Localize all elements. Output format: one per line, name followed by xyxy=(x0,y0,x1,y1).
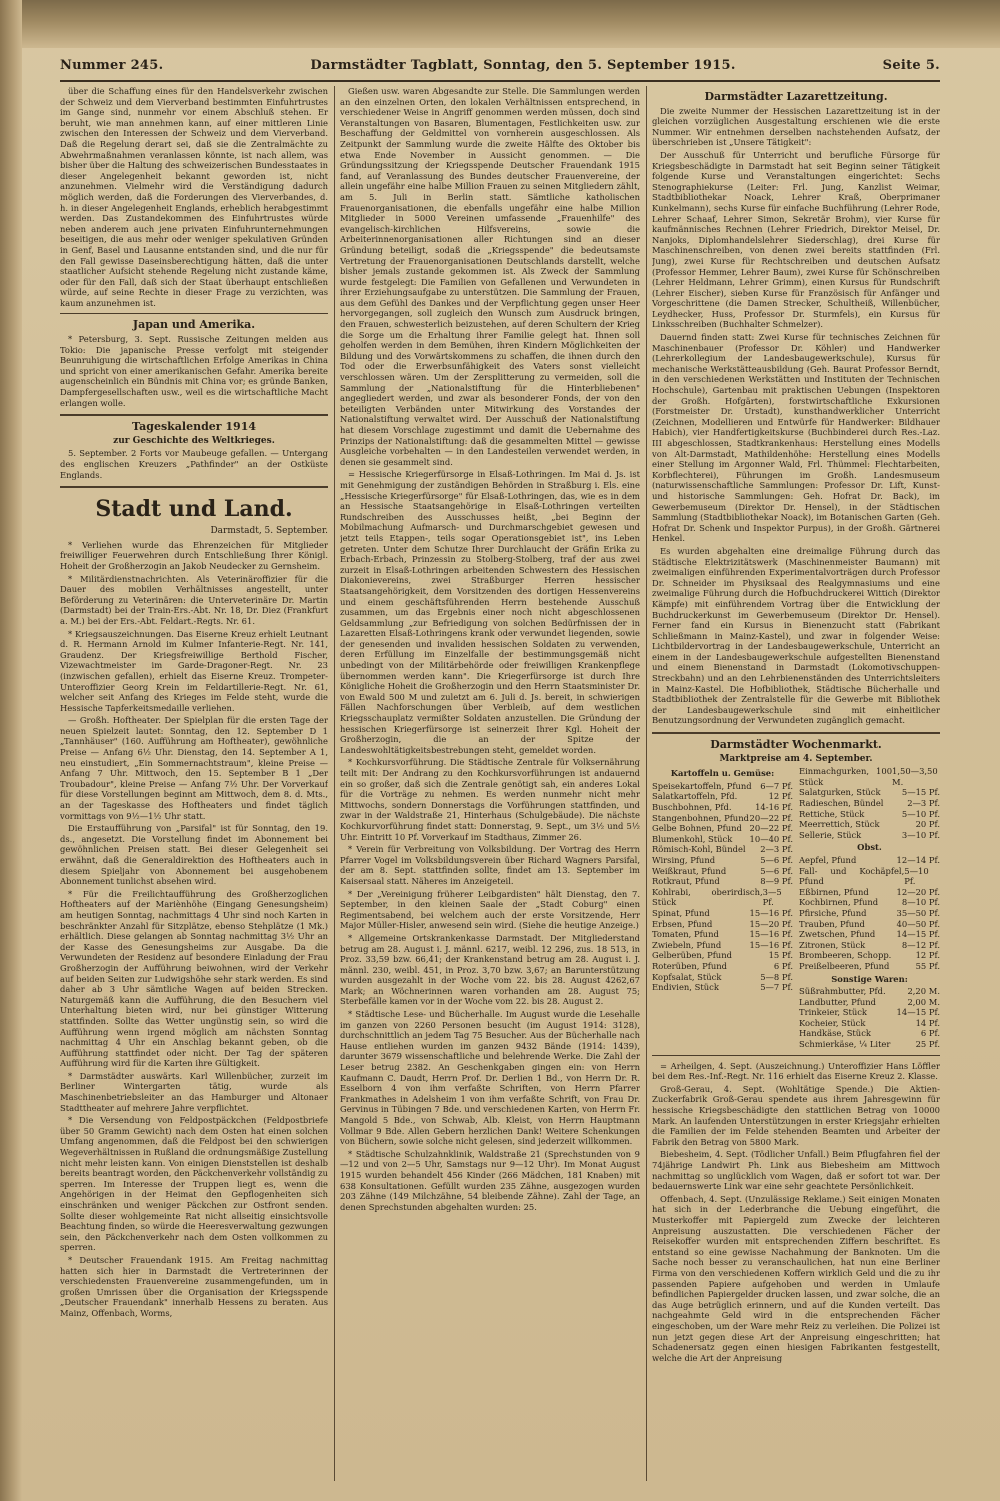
article-paragraph: Biebesheim, 4. Sept. (Tödlicher Unfall.) Beim Pflugfahren fiel der 74jährige Landwirt Ph. Link aus Biebesheim am Mittwoch nachmittag so unglücklich vom Wagen, daß er sofort tot war. Der bedauernswerte Link war eine sehr geachtete Persönlichkeit. xyxy=(652,1149,940,1192)
market-item: Endivien, Stück xyxy=(652,982,719,993)
market-row xyxy=(799,766,940,787)
article-paragraph: Der Ausschuß für Unterricht und berufliche Fürsorge für Kriegsbeschädigte in Darmstadt hat seit Beginn seiner Tätigkeit folgende Kurse und Veranstaltungen eingerichtet: Sechs Stenographiekurse (Leiter: Frl. Jung, Kanzlist Weimar, Stadtbibliothekar Noack, Lehrer Kraß, Oberprimaner Kunkelmann), sechs Kurse für einfache Buchführung (Lehrer Rode, Lehrer Schaaf, Lehrer Simon, Sekretär Brohm), vier Kurse für kaufmännisches Rechnen (Lehrer Friedrich, Direktor Meisel, Dr. Nanjoks, Diplomhandelslehrer Siederschlag), drei Kurse für Maschinenschreiben, von denen zwei bereits stattfinden (Frl. Jung), zwei Kurse für Rechtschreiben und deutschen Aufsatz (Professor Hemmer, Lehrer Baum), zwei Kurse für Schönschreiben (Lehrer Heldmann, Lehrer Grimm), einen Kursus für Rundschrift (Lehrer Eischer), sieben Kurse für Französisch für Anfänger und Vorgeschrittene (die Damen Strecker, Schultheiß, Willenbücher, Leydhecker, Huss, Professor Dr. Sturmfels), ein Kursus für Linksschreiben (Buchhalter Schmelzer). xyxy=(652,149,940,330)
market-row xyxy=(799,887,940,898)
market-row xyxy=(799,819,940,830)
column-1 xyxy=(60,86,328,1486)
page-header xyxy=(60,58,940,80)
article-paragraph: * Städtische Lese- und Bücherhalle. Im August wurde die Lesehalle im ganzen von 2260 Personen besucht (im August 1914: 3128), durchschnittlich an jedem Tag 75 Besucher. Aus der Bücherhalle nach Hause entliehen wurden im ganzen 9432 Bände (1914: 1439), darunter 3679 wissenschaftliche und belehrende Werke. Die Zahl der Leser betrug 2382. An Geschenkgaben gingen ein: von Herrn Kaufmann C. Daudt, Herrn Prof. Dr. Derlien 1 Bd., von Herrn Dr. R. Esselborn 4 von ihm verfaßte Schriften, von Herrn Pfarrer Frankmathes in Adelsheim 1 von ihm verfaßte Schrift, von Frau Dr. Gervinus in Tübingen 7 Bde. und verschiedenen Karten, von Herrn Fr. Mangold 5 Bde., von Schwab, Alb. Kleist, von Herrn Hauptmann Vollmar 9 Bde. Allen Gebern herzlichen Dank! Weitere Schenkungen von Büchern, sowie solche nicht gelesen, sind jederzeit willkommen. xyxy=(340,1009,640,1147)
market-item: Pfirsiche, Pfund xyxy=(799,907,867,918)
market-row xyxy=(652,855,793,866)
market-price: 5—10 Pf. xyxy=(904,865,929,887)
article-paragraph: * Städtische Schulzahnklinik, Waldstraße 21 (Sprechstunden von 9—12 und von 2—5 Uhr, Samstags nur 9—12 Uhr). Im Monat August 1915 wurden behandelt 456 Kinder (266 Mädchen, 181 Knaben) mit 638 Konsultationen. Gefüllt wurden 235 Zähne, ausgezogen wurden 203 Zähne (149 Milchzähne, 54 bleibende Zähne). Zahl der Tage, an denen Sprechstunden abgehalten wurden: 25. xyxy=(340,1148,640,1212)
article-paragraph: * Der „Vereinigung früherer Leibgardisten" hält Dienstag, den 7. September, in den kleinen Saale der „Stadt Coburg" einen Regimentsabend, bei welchem auch der erste Vorsitzende, Herr Major Müller-Hisler, anwesend sein wird. (Siehe die heutige Anzeige.) xyxy=(340,888,640,931)
market-item: Spinat, Pfund xyxy=(652,907,710,918)
market-price-table xyxy=(652,766,940,1049)
article-paragraph: * Darmstädter auswärts. Karl Willenbücher, zurzeit im Berliner Wintergarten tätig, wurde als Maschinenbetriebsleiter an das Hamburger und Altonaer Stadttheater auf mehrere Jahre verpflichtet. xyxy=(60,1070,328,1113)
page-top-edge xyxy=(0,0,1000,48)
market-price: 5—15 Pf. xyxy=(901,787,940,798)
section-heading: Darmstädter Wochenmarkt. xyxy=(710,738,882,752)
market-row xyxy=(652,866,793,877)
page-number: Seite 5. xyxy=(882,58,940,73)
market-item: Gelbe Bohnen, Pfund xyxy=(652,823,742,834)
article-paragraph: * Verliehen wurde das Ehrenzeichen für Mitglieder freiwilliger Feuerwehren durch Entschließung Ihrer Königl. Hoheit der Großherzogin an Jakob Neudecker zu Gernsheim. xyxy=(60,539,328,571)
market-item: Kohlrabi, oberirdisch, Stück xyxy=(652,886,763,908)
market-price: 2—3 Pf. xyxy=(907,798,940,808)
market-price: 15—16 Pf. xyxy=(749,929,793,940)
market-column-left xyxy=(652,766,793,1049)
article-paragraph: * Für die Freilichtaufführung des Großherzoglichen Hoftheaters auf der Mariènhöhe (Eingang Genesungsheim) am heutigen Sonntag, nachmittags 4 Uhr sind noch Karten in beschränkter Anzahl für Sitzplätze, ebenso Stehplätze (1 Mk.) erhältlich. Diese gelangen ab Sonntag nachmittag 3½ Uhr an der Kasse des Genesungsheims zur Ausgabe. Da die Verwundeten der Residenz auf besondere Einladung der Frau Großherzogin der Aufführung beiwohnen, wird der Verkehr auf beiden Seiten zur Ludwigshöhe sehr stark werden. Es sind daher ab 3 Uhr sämtliche Wagen auf beiden Strecken. Naturgemäß kann die Aufführung, die den Besuchern viel Unterhaltung bieten wird, nur bei günstiger Witterung stattfinden. Sollte das Wetter ungünstig sein, so wird die Aufführung wenn irgend möglich am nächsten Sonntag nachmittag 4 Uhr ein Anschlag bekannt geben, ob die Aufführung stattfindet oder nicht. Der Tag der späteren Aufführung wird für die Karten ihre Gültigkeit. xyxy=(60,888,328,1069)
market-row xyxy=(799,929,940,940)
dateline: Darmstadt, 5. September. xyxy=(210,526,328,537)
article-paragraph: über die Schaffung eines für den Handelsverkehr zwischen der Schweiz und dem Vierverband bestimmten Einfuhrtrustes im Gange sind, nunmehr vor einem Abschluß stehen. Er beruht, wie man annehmen kann, auf einer mittleren Linie zwischen den Interessen der Schweiz und dem Vierverband. Daß die Regelung derart sei, daß sie die Zentralmächte zu Abwehrmaßnahmen veranlassen könnte, ist nach allem, was bisher über die Haltung des schweizerischen Bundesstaates in dieser Angelegenheit bekannt geworden ist, nicht anzunehmen. Vielmehr wird die Verständigung dadurch möglich werden, daß die Forderungen des Vierverbandes, d. h. in dieser Angelegenheit Englands, erheblich herabgestimmt werden. Das Zustandekommen des Einfuhrtrustes würde neben anderem auch jene privaten Einfuhrunternehmungen beseitigen, die aus mehr oder weniger spekulativen Gründen in Genf, Basel und Lausanne entstanden sind, und die nur für den Fall gewisse Daseinsberechtigung hätten, daß die unter staatlicher Aufsicht stehende Regelung nicht zustande käme, oder für den Fall, daß sich der Staat überhaupt entschließen würde, auf seine Rechte in dieser Frage zu verzichten, was kaum anzunehmen ist. xyxy=(60,86,328,308)
divider xyxy=(60,313,328,314)
article-paragraph: Gießen usw. waren Abgesandte zur Stelle. Die Sammlungen werden an den einzelnen Orten, den lokalen Verhältnissen entsprechend, in verschiedener Weise in Angriff genommen werden müssen, doch sind Veranstaltungen von Basaren, Blumentagen, Festlichkeiten usw. zur Beschaffung der Geldmittel von vornherein ausgeschlossen. Als Zeitpunkt der Sammlung wurde die zweite Hälfte des Oktober bis etwa Ende November in Aussicht genommen. — Die Gründungssitzung der Kriegsspende Deutscher Frauendank 1915 fand, auf Veranlassung des Bundes deutscher Frauenvereine, der allein ungefähr eine halbe Million Frauen zu seinen Mitgliedern zählt, am 5. Juli in Berlin statt. Sämtliche katholischen Frauenorganisationen, die ebenfalls ungefähr eine halbe Million Mitglieder in 5000 Vereinen umfassende „Frauenhilfe" des evangelisch-kirchlichen Hilfsvereins, sowie die Arbeiterinnenorganisationen aller Richtungen sind an dieser Gründung beteiligt, sodaß die „Kriegsspende" die bedeutsamste Vertretung der Frauenorganisationen Deutschlands darstellt, welche bisher jemals zustande gekommen ist. Als Zweck der Sammlung wurde festgelegt: Die Familien von Gefallenen und Verwundeten in ihrer Erziehungsaufgabe zu unterstützen. Die Sammlung der Frauen, aus dem Gefühl des Dankes und der Verpflichtung gegen unser Heer hervorgegangen, soll zugleich den Wunsch zum Ausdruck bringen, den Frauen, schwesterlich beizustehen, auf deren Schultern der Krieg die Sorge um die Erhaltung ihrer Familie gelegt hat. Ihnen soll geholfen werden in dem Bemühen, ihren Kindern Möglichkeiten der Bildung und des Vorwärtskommens zu schaffen, die ihnen durch den Tod oder die Erwerbsunfähigkeit des Vaters sonst vielleicht verschlossen wären. Um der Zersplitterung zu vermeiden, soll die Sammlung der „Nationalstiftung für die Hinterbliebenen" angegliedert werden, und zwar als besonderer Fonds, der von den beteiligten Verbänden unter Mitwirkung des Vorstandes der Nationalstiftung verwaltet wird. Der Ausschuß der Nationalstiftung hat diesem Vorschlage zugestimmt und damit die Uebernahme des Prinzips der Nationalstiftung: daß die gesammelten Mittel — gewisse Ausgleiche vorbehalten — in den Landesteilen verwendet werden, in denen sie gesammelt sind. xyxy=(340,86,640,467)
market-item: Brombeeren, Schopp. xyxy=(799,950,892,961)
market-row xyxy=(799,798,940,809)
article-paragraph: Offenbach, 4. Sept. (Unzulässige Reklame.) Seit einigen Monaten hat sich in der Lederbranche die Uebung eingeführt, die Musterkoffer mit Papiergeld zum Zwecke der leichteren Anpreisung auszustatten. Die verschiedenen Fächer der Reisekoffer wurden mit entsprechenden Ziffern beschriftet. Es entstand so eine gewisse Nachahmung der Banknoten. Um die Sache noch besser zu veranschaulichen, hat nun eine Berliner Firma von den verschiedenen Koffern wirklich Geld und die zu ihr passenden Papiere aufgehoben und werden in Umlaufe befindlichen Papiergelder drucken lassen, und zwar solche, die an das Auge betrüglich erinnern, und auf die Kunden verteilt. Das nachgeahmte Geld wird in die entsprechenden Fächer eingeschoben, um der Ware mehr Reiz zu verleihen. Die Polizei ist nun jetzt gegen diese Art der Anpreisung eingeschritten; hat Schadenersatz gegen einen hiesigen Fabrikanten festgestellt, welche die Art der Anpreisung xyxy=(652,1193,940,1363)
market-row xyxy=(652,823,793,834)
market-row xyxy=(799,997,940,1008)
article-paragraph: Die Erstaufführung von „Parsifal" ist für Sonntag, den 19. ds., angesetzt. Die Vorstellung findet im Abonnement bei gewöhnlichen Preisen statt. Bei dieser Gelegenheit sei erwähnt, daß die Generaldirektion des Hoftheaters auch in diesem Spieljahr von Abonnement bei ausgehobenem Abonnement tunlichst absehen wird. xyxy=(60,823,328,887)
market-item: Salatkartoffeln, Pfd. xyxy=(652,791,738,802)
market-list xyxy=(799,855,940,972)
market-row xyxy=(652,791,793,802)
market-price: 5—6 Pf. xyxy=(760,865,793,876)
market-item: Buschbohnen, Pfd. xyxy=(652,802,732,812)
market-row xyxy=(652,972,793,983)
column-3 xyxy=(652,86,940,1486)
market-row xyxy=(799,866,940,887)
market-row xyxy=(799,830,940,841)
column-rule xyxy=(646,86,647,1481)
market-price: 12—14 Pf. xyxy=(896,854,940,865)
market-column-right xyxy=(799,766,940,1049)
market-item: Sellerie, Stück xyxy=(799,829,862,840)
market-item: Stangenbohnen, Pfund xyxy=(652,812,749,823)
market-item: Preißelbeeren, Pfund xyxy=(799,960,890,971)
market-item: Trinkeier, Stück xyxy=(799,1007,867,1018)
market-row xyxy=(799,1039,940,1050)
market-item: Blumenkohl, Stück xyxy=(652,833,733,844)
masthead-line: Darmstädter Tagblatt, Sonntag, den 5. September 1915. xyxy=(310,58,736,73)
market-row xyxy=(652,940,793,951)
market-row xyxy=(652,844,793,855)
market-item: Kocheier, Stück xyxy=(799,1017,866,1028)
market-row xyxy=(799,961,940,972)
market-list xyxy=(652,781,793,993)
column-rule xyxy=(334,86,335,1481)
market-row xyxy=(799,1018,940,1029)
market-item: Radieschen, Bündel xyxy=(799,798,884,808)
market-price: 1,50—3,50 M. xyxy=(892,766,938,787)
market-item: Aepfel, Pfund xyxy=(799,854,857,865)
article-paragraph: * Militärdienstnachrichten. Als Veterinäroffizier für die Dauer des mobilen Verhältnisses angestellt, unter Beförderung zu Veterinären: die Unterveterinäre Dr. Martin (Darmstadt) bei der Train-Ers.-Abt. Nr. 18, Dr. Diez (Frankfurt a. M.) bei der Ers.-Abt. Feldart.-Regts. Nr. 61. xyxy=(60,573,328,626)
market-row xyxy=(652,982,793,993)
article-paragraph: * Petersburg, 3. Sept. Russische Zeitungen melden aus Tokio: Die japanische Presse verfolgt mit steigender Beunruhigung die wirtschaftlichen Erfolge Amerikas in China und spricht von einer amerikanischen Gefahr. Amerika bereite augenscheinlich ein Bündnis mit China vor; es gründe Banken, Dampfergesellschaften usw., weil es die wirtschaftliche Macht erlangen wolle. xyxy=(60,334,328,408)
market-item: Wirsing, Pfund xyxy=(652,854,716,865)
market-price: 14 Pf. xyxy=(915,1017,940,1028)
market-row xyxy=(652,950,793,961)
market-row xyxy=(652,813,793,824)
market-price: 2,20 M. xyxy=(907,986,940,997)
market-price: 12 Pf. xyxy=(915,950,940,961)
market-price: 15—20 Pf. xyxy=(749,918,793,929)
market-item: Zwiebeln, Pfund xyxy=(652,939,722,950)
market-item: Schmierkäse, ¼ Liter xyxy=(799,1039,891,1050)
article-paragraph: Die zweite Nummer der Hessischen Lazarettzeitung ist in der gleichen vorzüglichen Ausgestaltung erschienen wie die erste Nummer. Wir entnehmen derselben nachstehenden Aufsatz, der überschrieben ist „Unsere Tätigkeit": xyxy=(652,105,940,148)
article-paragraph: = Arheilgen, 4. Sept. (Auszeichnung.) Unteroffizier Hans Löffler bei dem Res.-Inf.-Regt. Nr. 116 erhielt das Eiserne Kreuz 2. Klasse. xyxy=(652,1060,940,1082)
market-group-heading: Kartoffeln u. Gemüse: xyxy=(670,768,775,779)
divider xyxy=(652,1055,940,1056)
section-subheading: Marktpreise am 4. September. xyxy=(719,753,873,764)
market-price: 8—12 Pf. xyxy=(901,939,940,950)
market-price: 25 Pf. xyxy=(915,1039,940,1050)
market-price: 6—7 Pf. xyxy=(760,780,793,791)
market-row xyxy=(652,781,793,792)
article-paragraph: * Kriegsauszeichnungen. Das Eiserne Kreuz erhielt Leutnant d. R. Hermann Arnold im Kulmer Infanterie-Regt. Nr. 141, Graudenz. Der Kriegsfreiwillige Berthold Fischer, Vizewachtmeister im Garde-Dragoner-Regt. Nr. 23 (inzwischen gefallen), erhielt das Eiserne Kreuz. Trompeter-Unteroffizier Georg Krein im Feldartillerie-Regt. Nr. 61, welcher seit Anfang des Krieges im Felde steht, wurde die Hessische Tapferkeitsmedaille verliehen. xyxy=(60,628,328,713)
article-paragraph: * Deutscher Frauendank 1915. Am Freitag nachmittag hatten sich hier in Darmstadt die Vertreterinnen der verschiedensten Frauenvereine zusammengefunden, um in großen Umrissen über die Organisation der Kriegsspende „Deutscher Frauendank" innerhalb Hessens zu beraten. Aus Mainz, Offenbach, Worms, xyxy=(60,1254,328,1318)
article-paragraph: * Die Versendung von Feldpostpäckchen (Feldpostbriefe über 50 Gramm Gewicht) nach dem Osten hat einen solchen Umfang angenommen, daß die Feldpost bei den schwierigen Wegeverhältnissen in Rußland die ordnungsmäßige Zustellung nicht mehr leisten kann. Von einigen Dienststellen ist deshalb bereits beantragt worden, den Päckchenverkehr vollständig zu sperren. Im Interesse der Truppen liegt es, wenn die Angehörigen in der Heimat den Gepflogenheiten sich einschränken und weniger Päckchen zur Ostfront senden. Sollte dieser wohlgemeinte Rat nicht allseitig einsichtsvolle Beachtung finden, so würde die Heeresverwaltung gezwungen sein, den Päckchenverkehr nach dem Osten vollkommen zu sperren. xyxy=(60,1115,328,1253)
market-item: Trauben, Pfund xyxy=(799,918,865,929)
market-list xyxy=(799,766,940,840)
market-item: Rettiche, Stück xyxy=(799,808,865,819)
market-row xyxy=(652,961,793,972)
divider xyxy=(60,486,328,488)
market-group-heading: Sonstige Waren: xyxy=(831,973,908,984)
section-heading: Japan und Amerika. xyxy=(132,318,256,332)
market-price: 6 Pf. xyxy=(773,960,793,971)
article-paragraph: — Großh. Hoftheater. Der Spielplan für die ersten Tage der neuen Spielzeit lautet: Sonntag, den 12. September D 1 „Tannhäuser" (160. Aufführung am Hoftheater), gewöhnliche Preise — Anfang 6½ Uhr. Dienstag, den 14. September A 1, neu einstudiert, „Ein Sommernachtstraum", kleine Preise — Anfang 7 Uhr. Mittwoch, den 15. September B 1 „Der Troubadour", kleine Preise — Anfang 7½ Uhr. Der Vorverkauf für diese Vorstellungen beginnt am Mittwoch, dem 8. d. Mts., an der Tageskasse des Hoftheaters und findet täglich vormittags von 9½—1½ Uhr statt. xyxy=(60,715,328,821)
market-row xyxy=(799,940,940,951)
market-row xyxy=(799,1028,940,1039)
market-row xyxy=(799,986,940,997)
market-item: Handkäse, Stück xyxy=(799,1028,871,1039)
market-price: 5—6 Pf. xyxy=(760,854,793,865)
market-group-heading: Obst. xyxy=(857,842,882,853)
market-row xyxy=(652,908,793,919)
market-item: Eßbirnen, Pfund xyxy=(799,886,869,897)
market-row xyxy=(799,908,940,919)
market-price: 20 Pf. xyxy=(915,819,940,830)
market-price: 20—22 Pf. xyxy=(749,823,793,834)
market-row xyxy=(799,897,940,908)
market-row xyxy=(799,1007,940,1018)
article-paragraph: * Kochkursvorführung. Die Städtische Zentrale für Volksernährung teilt mit: Der Andrang zu den Kochkursvorführungen ist andauernd ein so großer, daß sich die Zentrale genötigt sah, ein anderes Lokal für die Vorträge zu nehmen. Es werden nunmehr nicht mehr Mittwochs, sondern Donnerstags die Vorführungen stattfinden, und zwar in der Waldstraße 21, Hinterhaus (Schulgebäude). Die nächste Kochkurvorführung findet statt: Donnerstag, 9. Sept., um 3½ und 5½ Uhr. Eintritt 10 Pf. Vorverkauf im Stadthaus, Zimmer 26. xyxy=(340,757,640,842)
market-item: Meerrettich, Stück xyxy=(799,819,880,830)
market-item: Landbutter, Pfund xyxy=(799,996,877,1007)
market-row xyxy=(652,834,793,845)
market-price: 15—16 Pf. xyxy=(749,939,793,950)
article-paragraph: = Hessische Kriegerfürsorge in Elsaß-Lothringen. Im Mai d. Js. ist mit Genehmigung der zuständigen Behörden in Straßburg i. Els. eine „Hessische Kriegerfürsorge" für Elsaß-Lothringen, das, wie es in dem an Hessische Staatsangehörige in Elsaß-Lothringen verteilten Rundschreiben des Ausschusses heißt, „bei Beginn der Mobilmachung Aufmarsch- und Durchmarschgebiet gewesen und jetzt teils Etappen-, teils sogar Operationsgebiet ist", ins Leben getreten. Unter dem Schutze Ihrer Durchlaucht der Gräfin Erika zu Erbach-Erbach, Prinzessin zu Stolberg-Stolberg, traf der aus zwei zurzeit in Elsaß-Lothringen arbeitenden Schwestern des Hessischen Diakonievereins, zwei Straßburger Herren hessischer Staatsangehörigkeit, dem Vorsitzenden des dortigen Hessenvereins und einem geschäftsführenden Herrn bestehende Ausschuß zusammen, um das Ergebnis einer noch nicht abgeschlossenen Geldsammlung „zur Befriedigung von solchen Bedürfnissen der in Lazaretten Elsaß-Lothringens krank oder verwundet liegenden, sowie der genesenden und invaliden hessischen Soldaten zu verwenden, deren Erfüllung im Einzelfalle der bestimmungsgemäß nicht unbedingt von der Militärbehörde oder freiwilligen Krankenpflege übernommen werden kann". Die Kriegerfürsorge ist durch Ihre Königliche Hoheit die Großherzogin und den Herrn Staatsminister Dr. von Ewald 500 M und zuletzt am 6. Juli d. Js. bereit, in schwierigen Fällen Nachforschungen über Verbleib, auf dem westlichen Kriegsschauplatz vermißter Soldaten anzustellen. Die Gründung der hessischen Kriegerfürsorge ist seinerzeit Ihrer Kgl. Hoheit der Großherzogin, die an der Spitze der Landeswohltätigkeitsbestrebungen steht, gemeldet worden. xyxy=(340,469,640,755)
header-rule xyxy=(60,80,940,82)
section-subheading: zur Geschichte des Weltkrieges. xyxy=(113,435,275,446)
market-item: Kopfsalat, Stück xyxy=(652,971,722,982)
market-price: 14-16 Pf. xyxy=(755,802,793,812)
market-item: Süßrahmbutter, Pfd. xyxy=(799,986,886,997)
market-price: 2,00 M. xyxy=(907,996,940,1007)
market-row xyxy=(652,876,793,887)
market-row xyxy=(799,787,940,798)
market-item: Einmachgurken, 100 Stück xyxy=(799,766,893,787)
market-price: 15 Pf. xyxy=(768,950,793,961)
market-item: Speisekartoffeln, Pfund xyxy=(652,780,752,791)
market-item: Römisch-Kohl, Bündel xyxy=(652,844,746,855)
market-item: Kochbirnen, Pfund xyxy=(799,897,879,908)
market-row xyxy=(652,929,793,940)
article-paragraph: * Verein für Verbreitung von Volksbildung. Der Vortrag des Herrn Pfarrer Vogel im Volksbildungsverein über Richard Wagners Parsifal, der am 8. Sept. stattfinden sollte, findet am 13. September im Kaisersaal statt. Näheres im Anzeigeteil. xyxy=(340,844,640,886)
market-price: 20—22 Pf. xyxy=(749,812,793,823)
market-item: Salatgurken, Stück xyxy=(799,787,881,798)
market-price: 15—16 Pf. xyxy=(749,907,793,918)
market-item: Weißkraut, Pfund xyxy=(652,865,727,876)
market-price: 5—10 Pf. xyxy=(901,808,940,819)
section-heading: Tageskalender 1914 xyxy=(132,420,256,434)
market-price: 6 Pf. xyxy=(920,1028,940,1039)
article-paragraph: Es wurden abgehalten eine dreimalige Führung durch das Städtische Elektrizitätswerk (Maschinenmeister Baumann) mit zweimaligen einführenden Experimentalvorträgen durch Professor Dr. Schneider im Physiksaal des Realgymnasiums und eine zweimalige Führung durch die Hofbuchdruckerei Wittich (Direktor Kämpfe) mit einführendem Vortrag über die Entwicklung der Buchdruckerkunst im Gewerbemuseum (Direktor Dr. Hensel). Ferner fand ein Kursus in Bienenzucht statt (Fabrikant Schließmann in Mainz-Kastel), und zwar in folgender Weise: Lichtbildervortrag in der Landesbaugewerkschule, Unterricht an einem in der Landesbaugewerkschule aufgestellten Bienenstand und einem Bienenstand in Darmstadt (Lokomotivschuppen-Streckbahn) und an den Lehrbienenständen des Unterrichtsleiters in Mainz-Kastel. Die Hofbibliothek, Städtische Bücherhalle und Stadtbibliothek der Zentralstelle für die Gewerbe mit Bibliothek der Landesbaugewerkschule sind mit einheitlicher Benutzungsordnung der Verwundeten zugänglich gemacht. xyxy=(652,545,940,726)
market-row xyxy=(652,887,793,908)
market-price: 55 Pf. xyxy=(915,960,940,971)
market-price: 40—50 Pf. xyxy=(896,918,940,929)
section-title: Stadt und Land. xyxy=(95,496,293,523)
divider xyxy=(60,414,328,416)
market-price: 14—15 Pf. xyxy=(896,1007,940,1018)
market-price: 5—8 Pf. xyxy=(760,971,793,982)
market-price: 8—10 Pf. xyxy=(901,897,940,908)
page-binding xyxy=(0,0,22,1501)
market-item: Zwetschen, Pfund xyxy=(799,929,876,940)
market-item: Zitronen, Stück xyxy=(799,939,866,950)
market-item: Erbsen, Pfund xyxy=(652,918,713,929)
market-item: Roterüben, Pfund xyxy=(652,960,727,971)
article-paragraph: 5. September. 2 Forts vor Maubeuge gefallen. — Untergang des englischen Kreuzers „Pathfinder" an der Ostküste Englands. xyxy=(60,448,328,480)
market-row xyxy=(799,809,940,820)
article-paragraph: * Allgemeine Ortskrankenkasse Darmstadt. Der Mitgliederstand betrug am 28. August i. J. männl. 6217, weibl. 12 296, zus. 18 513, in Proz. 33,59 bzw. 66,41; der Krankenstand betrug am 28. August i. J. männl. 230, weibl. 451, in Proz. 3,70 bzw. 3,67; an Barunterstützung wurden ausgezahlt in der Woche vom 22. bis 28. August 4262,67 Mark; an Wöchnerinnen waren vorhanden am 28. August 75; Sterbefälle kamen vor in der Woche vom 22. bis 28. August 2. xyxy=(340,932,640,1007)
market-item: Gelberüben, Pfund xyxy=(652,950,732,961)
market-price: 10—40 Pf. xyxy=(749,833,793,844)
market-row xyxy=(652,802,793,813)
market-row xyxy=(652,919,793,930)
market-price: 3—10 Pf. xyxy=(901,829,940,840)
column-2 xyxy=(340,86,640,1486)
issue-number: Nummer 245. xyxy=(60,58,164,73)
market-price: 3—5 Pf. xyxy=(762,886,782,908)
market-list xyxy=(799,986,940,1050)
divider xyxy=(652,732,940,734)
market-item: Tomaten, Pfund xyxy=(652,929,719,940)
market-row xyxy=(799,855,940,866)
market-price: 8—9 Pf. xyxy=(760,876,793,887)
market-price: 14—15 Pf. xyxy=(896,929,940,940)
market-price: 2—3 Pf. xyxy=(760,844,793,855)
market-item: Rotkraut, Pfund xyxy=(652,876,720,887)
market-row xyxy=(799,919,940,930)
section-heading: Darmstädter Lazarettzeitung. xyxy=(704,90,888,103)
market-price: 12 Pf. xyxy=(768,791,793,802)
market-row xyxy=(799,950,940,961)
market-price: 35—50 Pf. xyxy=(896,907,940,918)
market-price: 5—7 Pf. xyxy=(760,982,793,993)
market-item: Fall- und Kochäpfel, Pfund xyxy=(799,865,905,887)
article-paragraph: Groß-Gerau, 4. Sept. (Wohltätige Spende.) Die Aktien-Zuckerfabrik Groß-Gerau spendete aus ihrem Jahresgewinn für hessische Kriegsbeschädigte den stattlichen Betrag von 10000 Mark. An laufenden Unterstützungen in erster Kriegsjahr erhielten die Familien der im Felde stehenden Beamten und Arbeiter der Fabrik den Betrag von 5800 Mark. xyxy=(652,1083,940,1147)
market-price: 12—20 Pf. xyxy=(896,886,940,897)
article-paragraph: Dauernd finden statt: Zwei Kurse für technisches Zeichnen für Maschinenbauer (Professor Dr. Köhler) und Handwerker (Lehrerkollegium der Landesbaugewerkschule), Kursus für mechanische Werkstätteausbildung (Geh. Baurat Professor Berndt, in den verschiedenen Werkstätten und Instituten der Technischen Hochschule), Gartenbau mit praktischen Uebungen (Inspektoren der Großh. Hofgärten), forstwirtschaftliche Exkursionen (Forstmeister Dr. Urstadt), kunsthandwerklicher Unterricht (Zeichnen, Modellieren und Entwürfe für Handwerker: Bildhauer Habich), vier Handfertigkeitskurse (Buchbinderei durch Res.-Laz. III abgeschlossen, Stadtkrankenhaus: Herstellung eines Modells von Alt-Darmstadt, Mathildenhöhe: Herstellung eines Modells einer Stellung im Argonner Wald, Frl. Thümmel: Flechtarbeiten, Korbflechterei), Führungen im Großh. Landesmuseum (naturwissenschaftliche Sammlungen: Professor Dr. Lift, Kunst- und historische Sammlungen: Geh. Hofrat Dr. Back), im Gewerbemuseum (Direktor Dr. Hensel), in der Städtischen Sammlung (Stadtbibliothekar Noack), im Botanischen Garten (Geh. Hofrat Dr. Schenk und Inspektor Purpus), in der Großh. Gärtnerei Henkel. xyxy=(652,332,940,544)
